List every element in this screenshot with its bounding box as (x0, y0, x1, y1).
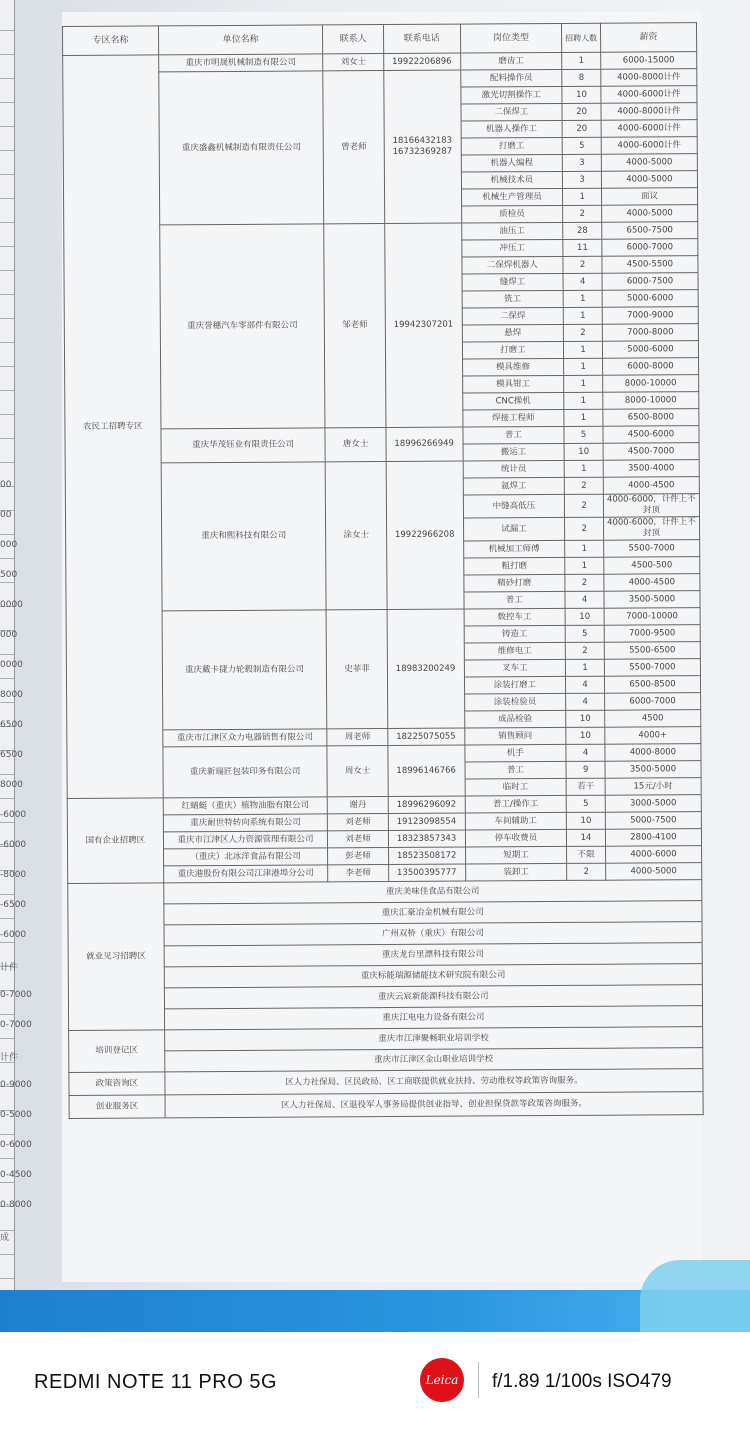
headcount: 2 (565, 477, 604, 494)
position-name: 缝焊工 (462, 273, 564, 291)
salary: 4000-8000计件 (601, 103, 697, 121)
headcount: 5 (566, 795, 605, 812)
company-name: 重庆和熙科技有限公司 (161, 462, 327, 611)
zone-cell: 政策咨询区 (69, 1072, 165, 1096)
contact-phone: 18996146766 (388, 745, 465, 796)
edge-number: 0-7000 (0, 1020, 32, 1030)
salary: 6500-8500 (604, 676, 700, 694)
salary: 7000-9000 (602, 307, 698, 325)
salary: 4500-5500 (602, 256, 698, 274)
headcount: 3 (563, 171, 602, 188)
position-name: CNC操机 (462, 392, 564, 410)
edge-number: 000 (0, 540, 18, 550)
header-zone: 专区名称 (63, 26, 159, 56)
position-name: 二保焊 (462, 307, 564, 325)
edge-number: 00 (0, 480, 12, 490)
company-name: （重庆）北冰洋食品有限公司 (163, 848, 328, 866)
service-description: 区人力社保局、区退役军人事务局提供创业指导、创业担保贷款等政策咨询服务。 (165, 1092, 703, 1118)
headcount: 1 (564, 460, 603, 477)
salary: 4000-6000 (605, 846, 701, 864)
service-description: 区人力社保局、区民政局、区工商联提供就业扶持、劳动维权等政策咨询服务。 (165, 1069, 703, 1095)
headcount: 8 (562, 69, 601, 86)
headcount: 4 (565, 591, 604, 608)
position-name: 二保焊机器人 (461, 256, 563, 274)
headcount: 1 (563, 188, 602, 205)
contact-person: 邹老师 (324, 224, 386, 428)
position-name: 悬焊 (462, 324, 564, 342)
salary: 4000-5000 (606, 863, 702, 881)
position-name: 机械生产管理员 (461, 188, 563, 206)
salary: 4000-6000计件 (601, 137, 697, 155)
salary: 5500-7000 (604, 540, 700, 558)
contact-phone: 19942307201 (384, 223, 462, 427)
headcount: 1 (565, 557, 604, 574)
salary: 4000-8000计件 (601, 69, 697, 87)
edge-number: 0-7000 (0, 990, 32, 1000)
headcount: 10 (562, 86, 601, 103)
position-name: 中缝高低压 (463, 494, 565, 518)
position-name: 模具维修 (462, 358, 564, 376)
edge-number: -6500 (0, 900, 27, 910)
salary: 4000-8000 (605, 744, 701, 762)
salary: 6500-7500 (602, 222, 698, 240)
position-name: 氩焊工 (463, 477, 565, 495)
position-name: 机械加工师傅 (463, 540, 565, 558)
contact-person: 周老师 (327, 729, 387, 746)
contact-phone: 18983200249 (387, 609, 465, 728)
salary: 6000-7000 (602, 239, 698, 257)
position-name: 精砂打磨 (463, 574, 565, 592)
headcount: 1 (565, 540, 604, 557)
company-name: 重庆新瑞匠包装印务有限公司 (163, 746, 328, 798)
salary: 4000-6000，计件上不封顶 (603, 494, 699, 518)
salary: 5000-6000 (602, 341, 698, 359)
zone-cell: 创业服务区 (69, 1095, 165, 1119)
headcount: 1 (566, 659, 605, 676)
position-name: 销售顾问 (464, 727, 566, 745)
header-position: 岗位类型 (460, 23, 562, 53)
edge-number: 0-8000 (0, 1200, 32, 1210)
headcount: 9 (566, 761, 605, 778)
camera-watermark-bar (0, 1332, 750, 1429)
company-name: 重庆美味佳食品有限公司 (163, 880, 701, 904)
header-company: 单位名称 (158, 25, 323, 55)
zone-cell: 国有企业招聘区 (67, 798, 163, 884)
position-name: 模具钳工 (462, 375, 564, 393)
table-header-row (63, 23, 697, 56)
headcount: 10 (566, 727, 605, 744)
contact-person: 曾老师 (323, 71, 384, 224)
edge-number: -6000 (0, 930, 27, 940)
salary: 4000-5000 (601, 171, 697, 189)
salary: 4000-4500 (603, 477, 699, 495)
headcount: 2 (566, 642, 605, 659)
header-salary: 薪资 (600, 23, 696, 53)
contact-person: 刘女士 (323, 54, 383, 71)
salary: 7000-9500 (604, 625, 700, 643)
headcount: 14 (567, 829, 606, 846)
salary: 4000-6000计件 (601, 86, 697, 104)
position-name: 普工 (465, 761, 567, 779)
company-name: 红蜻蜓（重庆）植物油脂有限公司 (163, 797, 328, 815)
salary: 4500-7000 (603, 443, 699, 461)
edge-number: 0-4500 (0, 1170, 32, 1180)
contact-phone: 19922966208 (386, 461, 464, 609)
position-name: 配料操作员 (460, 69, 562, 87)
headcount: 10 (565, 608, 604, 625)
company-name: 重庆盛鑫机械制造有限责任公司 (158, 71, 324, 225)
position-name: 打磨工 (462, 341, 564, 359)
contact-person: 史菲菲 (327, 610, 388, 729)
edge-number: 0000 (0, 600, 23, 610)
headcount: 1 (564, 409, 603, 426)
contact-phone: 18996266949 (386, 427, 463, 461)
salary: 4000+ (605, 727, 701, 745)
company-name: 重庆龙台里漂科技有限公司 (164, 943, 702, 967)
position-name: 搬运工 (463, 443, 565, 461)
headcount: 10 (566, 710, 605, 727)
salary: 3000-5000 (605, 795, 701, 813)
edge-number: -8000 (0, 870, 27, 880)
salary: 15元/小时 (605, 778, 701, 796)
edge-number: 00 (0, 510, 12, 520)
position-name: 粗打磨 (463, 557, 565, 575)
leica-logo: Leica (420, 1358, 464, 1402)
salary: 8000-10000 (603, 392, 699, 410)
contact-person: 周女士 (327, 746, 388, 797)
edge-number: 6500 (0, 750, 23, 760)
edge-number: 0-6000 (0, 1140, 32, 1150)
edge-number: 计件 (0, 1053, 19, 1063)
headcount: 10 (564, 443, 603, 460)
edge-number: -6000 (0, 810, 27, 820)
salary: 6000-7000 (604, 693, 700, 711)
salary: 3500-4000 (603, 460, 699, 478)
salary: 4500-6000 (603, 426, 699, 444)
salary: 5500-6500 (604, 642, 700, 660)
headcount: 1 (564, 392, 603, 409)
headcount: 2 (564, 324, 603, 341)
headcount: 若干 (566, 778, 605, 795)
header-contact: 联系人 (323, 25, 383, 54)
company-name: 广州双桥（重庆）有限公司 (164, 922, 702, 946)
salary: 7000-10000 (604, 608, 700, 626)
position-name: 打磨工 (461, 137, 563, 155)
contact-person: 彭老师 (328, 848, 388, 865)
company-name: 重庆标能瑞源储能技术研究院有限公司 (164, 964, 702, 988)
salary: 6000-15000 (601, 52, 697, 70)
position-name: 磨齿工 (460, 52, 562, 70)
contact-phone: 18523508172 (388, 847, 465, 864)
contact-phone: 18166432183 16732369287 (383, 70, 461, 223)
salary: 4000-5000 (601, 154, 697, 172)
edge-number: 成 (0, 1233, 10, 1243)
salary: 5000-6000 (602, 290, 698, 308)
contact-phone: 19922206896 (383, 53, 460, 70)
zone-cell: 就业见习招聘区 (68, 883, 165, 1031)
company-name: 重庆云宸新能源科技有限公司 (164, 985, 702, 1009)
position-name: 普工 (462, 426, 564, 444)
position-name: 统计员 (463, 460, 565, 478)
headcount: 2 (563, 205, 602, 222)
edge-number: 0-9000 (0, 1080, 32, 1090)
contact-phone: 13500395777 (388, 864, 465, 881)
position-name: 普工 (463, 591, 565, 609)
position-name: 数控车工 (464, 608, 566, 626)
headcount: 28 (563, 222, 602, 239)
job-fair-table (62, 22, 704, 1119)
headcount: 2 (565, 574, 604, 591)
salary: 6500-8000 (603, 409, 699, 427)
headcount: 1 (562, 52, 601, 69)
headcount: 4 (566, 693, 605, 710)
blue-backdrop (0, 1290, 750, 1332)
headcount: 5 (562, 137, 601, 154)
company-name: 重庆誉穗汽车零部件有限公司 (159, 224, 325, 429)
headcount: 2 (567, 863, 606, 880)
salary: 5000-7500 (605, 812, 701, 830)
position-name: 涂装打磨工 (464, 676, 566, 694)
position-name: 二保焊工 (460, 103, 562, 121)
position-name: 维修电工 (464, 642, 566, 660)
company-name: 重庆耐世特转向系统有限公司 (163, 814, 328, 832)
salary: 4500 (605, 710, 701, 728)
position-name: 车间辅助工 (465, 812, 567, 830)
position-name: 停车收费员 (465, 829, 567, 847)
salary: 面议 (601, 188, 697, 206)
position-name: 成品检验 (464, 710, 566, 728)
position-name: 焊接工程师 (462, 409, 564, 427)
watermark-divider (478, 1362, 479, 1398)
zone-cell: 农民工招聘专区 (63, 55, 163, 799)
company-name: 重庆市明晟机械制造有限公司 (158, 54, 323, 72)
salary: 2800-4100 (605, 829, 701, 847)
headcount: 1 (563, 290, 602, 307)
position-name: 普工/操作工 (465, 795, 567, 813)
salary: 7000-8000 (602, 324, 698, 342)
salary: 4000-6000，计件上不封顶 (603, 517, 699, 541)
contact-phone: 19123098554 (388, 813, 465, 830)
edge-number: 0000 (0, 660, 23, 670)
company-name: 重庆市江津聚畅职业培训学校 (164, 1027, 702, 1051)
headcount: 1 (564, 358, 603, 375)
company-name: 重庆江电电力设备有限公司 (164, 1006, 702, 1030)
edge-number: 500 (0, 570, 18, 580)
headcount: 4 (566, 744, 605, 761)
headcount: 2 (563, 256, 602, 273)
table-row (69, 1092, 703, 1119)
headcount: 1 (564, 375, 603, 392)
headcount: 2 (565, 494, 604, 517)
headcount: 11 (563, 239, 602, 256)
contact-person: 唐女士 (325, 428, 385, 462)
zone-cell: 培训登记区 (69, 1030, 165, 1073)
header-phone: 联系电话 (383, 24, 460, 53)
contact-person: 涂女士 (326, 462, 387, 610)
contact-person: 李老师 (328, 865, 388, 882)
salary: 4000-5000 (602, 205, 698, 223)
salary: 4000-4500 (604, 574, 700, 592)
position-name: 短期工 (465, 846, 567, 864)
headcount: 2 (565, 517, 604, 540)
position-name: 机器人编程 (461, 154, 563, 172)
contact-person: 刘老师 (328, 814, 388, 831)
headcount: 20 (562, 120, 601, 137)
header-headcount: 招聘人数 (562, 23, 601, 52)
position-name: 激光切割操作工 (460, 86, 562, 104)
backdrop-decoration (640, 1260, 750, 1332)
position-name: 涂装检验员 (464, 693, 566, 711)
salary: 6000-7500 (602, 273, 698, 291)
position-name: 油压工 (461, 222, 563, 240)
company-name: 重庆市江津区人力资源管理有限公司 (163, 831, 328, 849)
salary: 3500-5000 (605, 761, 701, 779)
salary: 4500-500 (604, 557, 700, 575)
company-name: 重庆市江津区众力电器销售有限公司 (163, 729, 328, 747)
position-name: 机手 (464, 744, 566, 762)
headcount: 5 (564, 426, 603, 443)
contact-phone: 18225075055 (388, 728, 465, 745)
position-name: 铣工 (462, 290, 564, 308)
company-name: 重庆汇豪冶金机械有限公司 (164, 901, 702, 925)
headcount: 3 (563, 154, 602, 171)
headcount: 4 (563, 273, 602, 290)
salary: 6000-8000 (602, 358, 698, 376)
adjacent-sheet-numbers (0, 0, 60, 1290)
edge-number: 000 (0, 630, 18, 640)
edge-number: 计件 (0, 963, 19, 973)
exif-info: f/1.89 1/100s ISO479 (492, 1371, 672, 1392)
company-name: 重庆戴卡捷力轮毂制造有限公司 (162, 610, 327, 730)
headcount: 1 (563, 307, 602, 324)
position-name: 装卸工 (465, 863, 567, 881)
edge-number: 8000 (0, 780, 23, 790)
position-name: 机器人操作工 (461, 120, 563, 138)
salary: 4000-6000计件 (601, 120, 697, 138)
position-name: 临时工 (465, 778, 567, 796)
headcount: 5 (565, 625, 604, 642)
salary: 5500-7000 (604, 659, 700, 677)
contact-phone: 18323857343 (388, 830, 465, 847)
salary: 8000-10000 (603, 375, 699, 393)
headcount: 4 (566, 676, 605, 693)
salary: 3500-5000 (604, 591, 700, 609)
position-name: 试漏工 (463, 517, 565, 541)
position-name: 机械技术员 (461, 171, 563, 189)
edge-number: 0-5000 (0, 1110, 32, 1120)
headcount: 不限 (567, 846, 606, 863)
headcount: 10 (567, 812, 606, 829)
contact-phone: 18996296092 (388, 796, 465, 813)
position-name: 质检员 (461, 205, 563, 223)
contact-person: 谢丹 (328, 797, 388, 814)
contact-person: 刘老师 (328, 831, 388, 848)
position-name: 铸造工 (464, 625, 566, 643)
edge-number: -6000 (0, 840, 27, 850)
company-name: 重庆华茂钰业有限责任公司 (161, 428, 326, 463)
headcount: 1 (564, 341, 603, 358)
company-name: 重庆市江津区金山职业培训学校 (164, 1048, 702, 1072)
position-name: 叉车工 (464, 659, 566, 677)
headcount: 20 (562, 103, 601, 120)
edge-number: 6500 (0, 720, 23, 730)
phone-model-text: REDMI NOTE 11 PRO 5G (34, 1371, 278, 1393)
edge-number: 8000 (0, 690, 23, 700)
company-name: 重庆港股份有限公司江津港埠分公司 (163, 865, 328, 883)
position-name: 冲压工 (461, 239, 563, 257)
